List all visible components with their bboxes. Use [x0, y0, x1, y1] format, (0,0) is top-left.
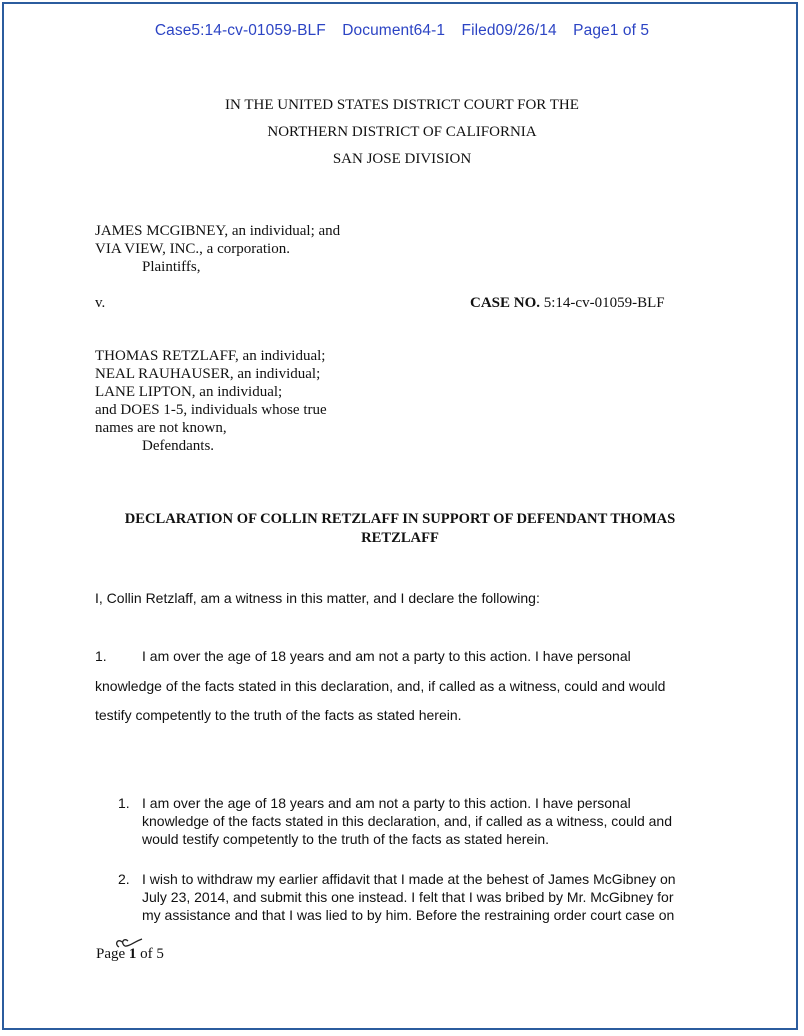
page-footer — [96, 946, 164, 963]
defendant-line-4: and DOES 1-5, individuals whose true — [95, 402, 327, 418]
para1-line-1: I am over the age of 18 years and am not a party to this action. I have personal — [142, 648, 631, 664]
defendants-role: Defendants. — [142, 438, 215, 454]
defendant-line-2: NEAL RAUHAUSER, an individual; — [95, 366, 321, 382]
plaintiffs-role: Plaintiffs, — [142, 259, 201, 275]
stamp-case-number: Case5:14-cv-01059-BLF — [154, 22, 326, 39]
list-item-2-line-2: July 23, 2014, and submit this one instead. I felt that I was bribed by Mr. McGibney for — [142, 889, 674, 905]
list-item-2-number: 2. — [118, 871, 130, 887]
document-title — [80, 510, 720, 548]
list-item-2-line-3: my assistance and that I was lied to by him. Before the restraining order court case on — [142, 907, 675, 923]
stamp-page-count: Page1 of 5 — [573, 22, 650, 39]
versus: v. — [95, 295, 106, 311]
case-number-label: CASE NO. — [470, 295, 541, 311]
court-line-1: IN THE UNITED STATES DISTRICT COURT FOR THE — [225, 97, 579, 113]
list-item-2-line-1: I wish to withdraw my earlier affidavit that I made at the behest of James McGibney on — [142, 871, 676, 887]
para1-line-3: testify competently to the truth of the facts as stated herein. — [95, 707, 462, 723]
footer-page-number: 1 — [128, 946, 137, 962]
case-number-value: 5:14-cv-01059-BLF — [540, 295, 665, 311]
list-item-1-number: 1. — [118, 795, 130, 811]
court-line-2: NORTHERN DISTRICT OF CALIFORNIA — [267, 124, 537, 140]
title-line-2: RETZLAFF — [361, 530, 439, 546]
title-line-1: DECLARATION OF COLLIN RETZLAFF IN SUPPORT OF DEFENDANT THOMAS — [124, 511, 676, 527]
list-item-1-line-2: knowledge of the facts stated in this declaration, and, if called as a witness, could and — [142, 813, 672, 829]
defendant-line-5: names are not known, — [95, 420, 227, 436]
ecf-header-stamp — [0, 22, 804, 40]
defendant-line-3: LANE LIPTON, an individual; — [95, 384, 283, 400]
footer-page-of: of 5 — [140, 946, 164, 962]
footer-page-label: Page — [96, 946, 126, 962]
para1-number: 1. — [95, 648, 107, 664]
defendant-line-1: THOMAS RETZLAFF, an individual; — [95, 348, 326, 364]
plaintiff-line-1: JAMES MCGIBNEY, an individual; and — [95, 223, 341, 239]
stamp-document-number: Document64-1 — [342, 22, 446, 39]
case-number-line — [470, 295, 665, 312]
stamp-filed-date: Filed09/26/14 — [461, 22, 557, 39]
court-line-3: SAN JOSE DIVISION — [332, 151, 472, 167]
list-item-1-line-3: would testify competently to the truth of the facts as stated herein. — [142, 831, 549, 847]
plaintiff-line-2: VIA VIEW, INC., a corporation. — [95, 241, 290, 257]
list-item-1-line-1: I am over the age of 18 years and am not a party to this action. I have personal — [142, 795, 631, 811]
para1-line-2: knowledge of the facts stated in this declaration, and, if called as a witness, could and would — [95, 678, 666, 694]
intro-statement: I, Collin Retzlaff, am a witness in this matter, and I declare the following: — [95, 590, 540, 606]
